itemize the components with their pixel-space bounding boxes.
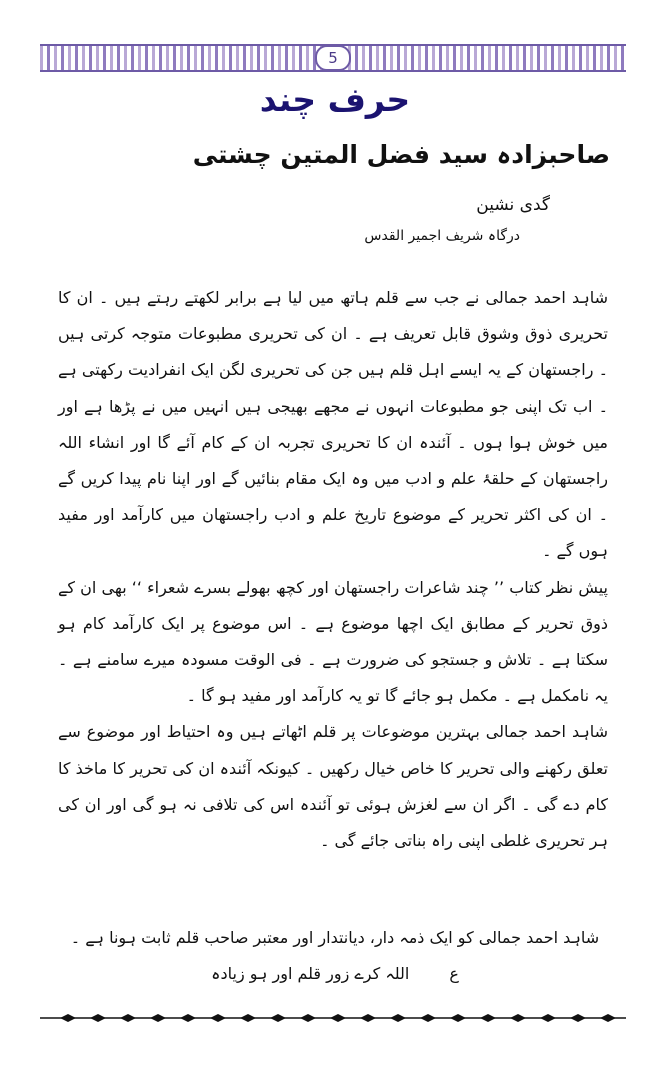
chapter-title: حرف چند	[259, 80, 411, 119]
closing-couplet	[40, 956, 630, 992]
closing-line: شاہد احمد جمالی کو ایک ذمہ دار، دیانتدار اور معتبر صاحب قلم ثابت ہونا ہے ۔	[70, 928, 600, 947]
closing-section	[40, 920, 630, 992]
page-number: 5	[328, 49, 338, 67]
author-role: گدی نشین	[476, 195, 550, 215]
author-place: درگاہ شریف اجمیر القدس	[364, 228, 520, 244]
page-number-badge	[315, 45, 351, 71]
verse-mark: ع	[449, 964, 459, 983]
verse-line: اللہ کرے زور قلم اور ہو زیادہ	[211, 964, 410, 983]
paragraph-2: پیش نظر کتاب ’’ چند شاعرات راجستھان اور کچھ بھولے بسرے شعراء ‘‘ بھی ان کے ذوق تحریر کے مطابق ایک اچھا موضوع ہے ۔ اس موضوع پر ایک کارآمد کام ہو سکتا ہے ۔ تلاش و جستجو کی ضرورت ہے ۔ فی الوقت مسودہ میرے سامنے ہے ۔ یہ نامکمل ہے ۔ مکمل ہو جائے گا تو یہ کارآمد اور مفید ہو گا ۔	[58, 577, 608, 706]
paragraph-1: شاہد احمد جمالی نے جب سے قلم ہاتھ میں لیا ہے برابر لکھتے رہتے ہیں ۔ ان کا تحریری ذوق وشوق قابل تعریف ہے ۔ ان کی تحریری مطبوعات متوجہ کرتی ہیں ۔ راجستھان کے یہ ایسے اہل قلم ہیں جن کی تحریری لگن ایک انفرادیت رکھتی ہے ۔ اب تک اپنی جو مطبوعات انہوں نے مجھے بھیجی ہیں انہیں میں نے پڑھا ہے اور میں خوش ہوا ہوں ۔ آئندہ ان کا تحریری تجربہ ان کے کام آئے گا اور انشاء اللہ راجستھان کے حلقۂ علم و ادب میں وہ ایک مقام بنائیں گے اور اپنا نام پیدا کریں گے ۔ ان کی اکثر تحریر کے موضوع تاریخ علم و ادب راجستھان میں کارآمد اور مفید ہوں گے ۔	[58, 288, 608, 561]
paragraph-3: شاہد احمد جمالی بہترین موضوعات پر قلم اٹھاتے ہیں وہ احتیاط اور موضوع سے تعلق رکھنے والی تحریر کا خاص خیال رکھیں ۔ کیونکہ آئندہ ان کی تحریر کا ماخذ کا کام دے گی ۔ اگر ان سے لغزش ہوئی تو آئندہ اس کی تلافی نہ ہو گی اور ان کی ہر تحریری غلطی اپنی راہ بناتی جائے گی ۔	[58, 722, 608, 851]
footer-ornament-rule	[40, 1013, 626, 1023]
author-name: صاحبزادہ سید فضل المتین چشتی	[192, 140, 610, 169]
body-text	[58, 280, 608, 859]
